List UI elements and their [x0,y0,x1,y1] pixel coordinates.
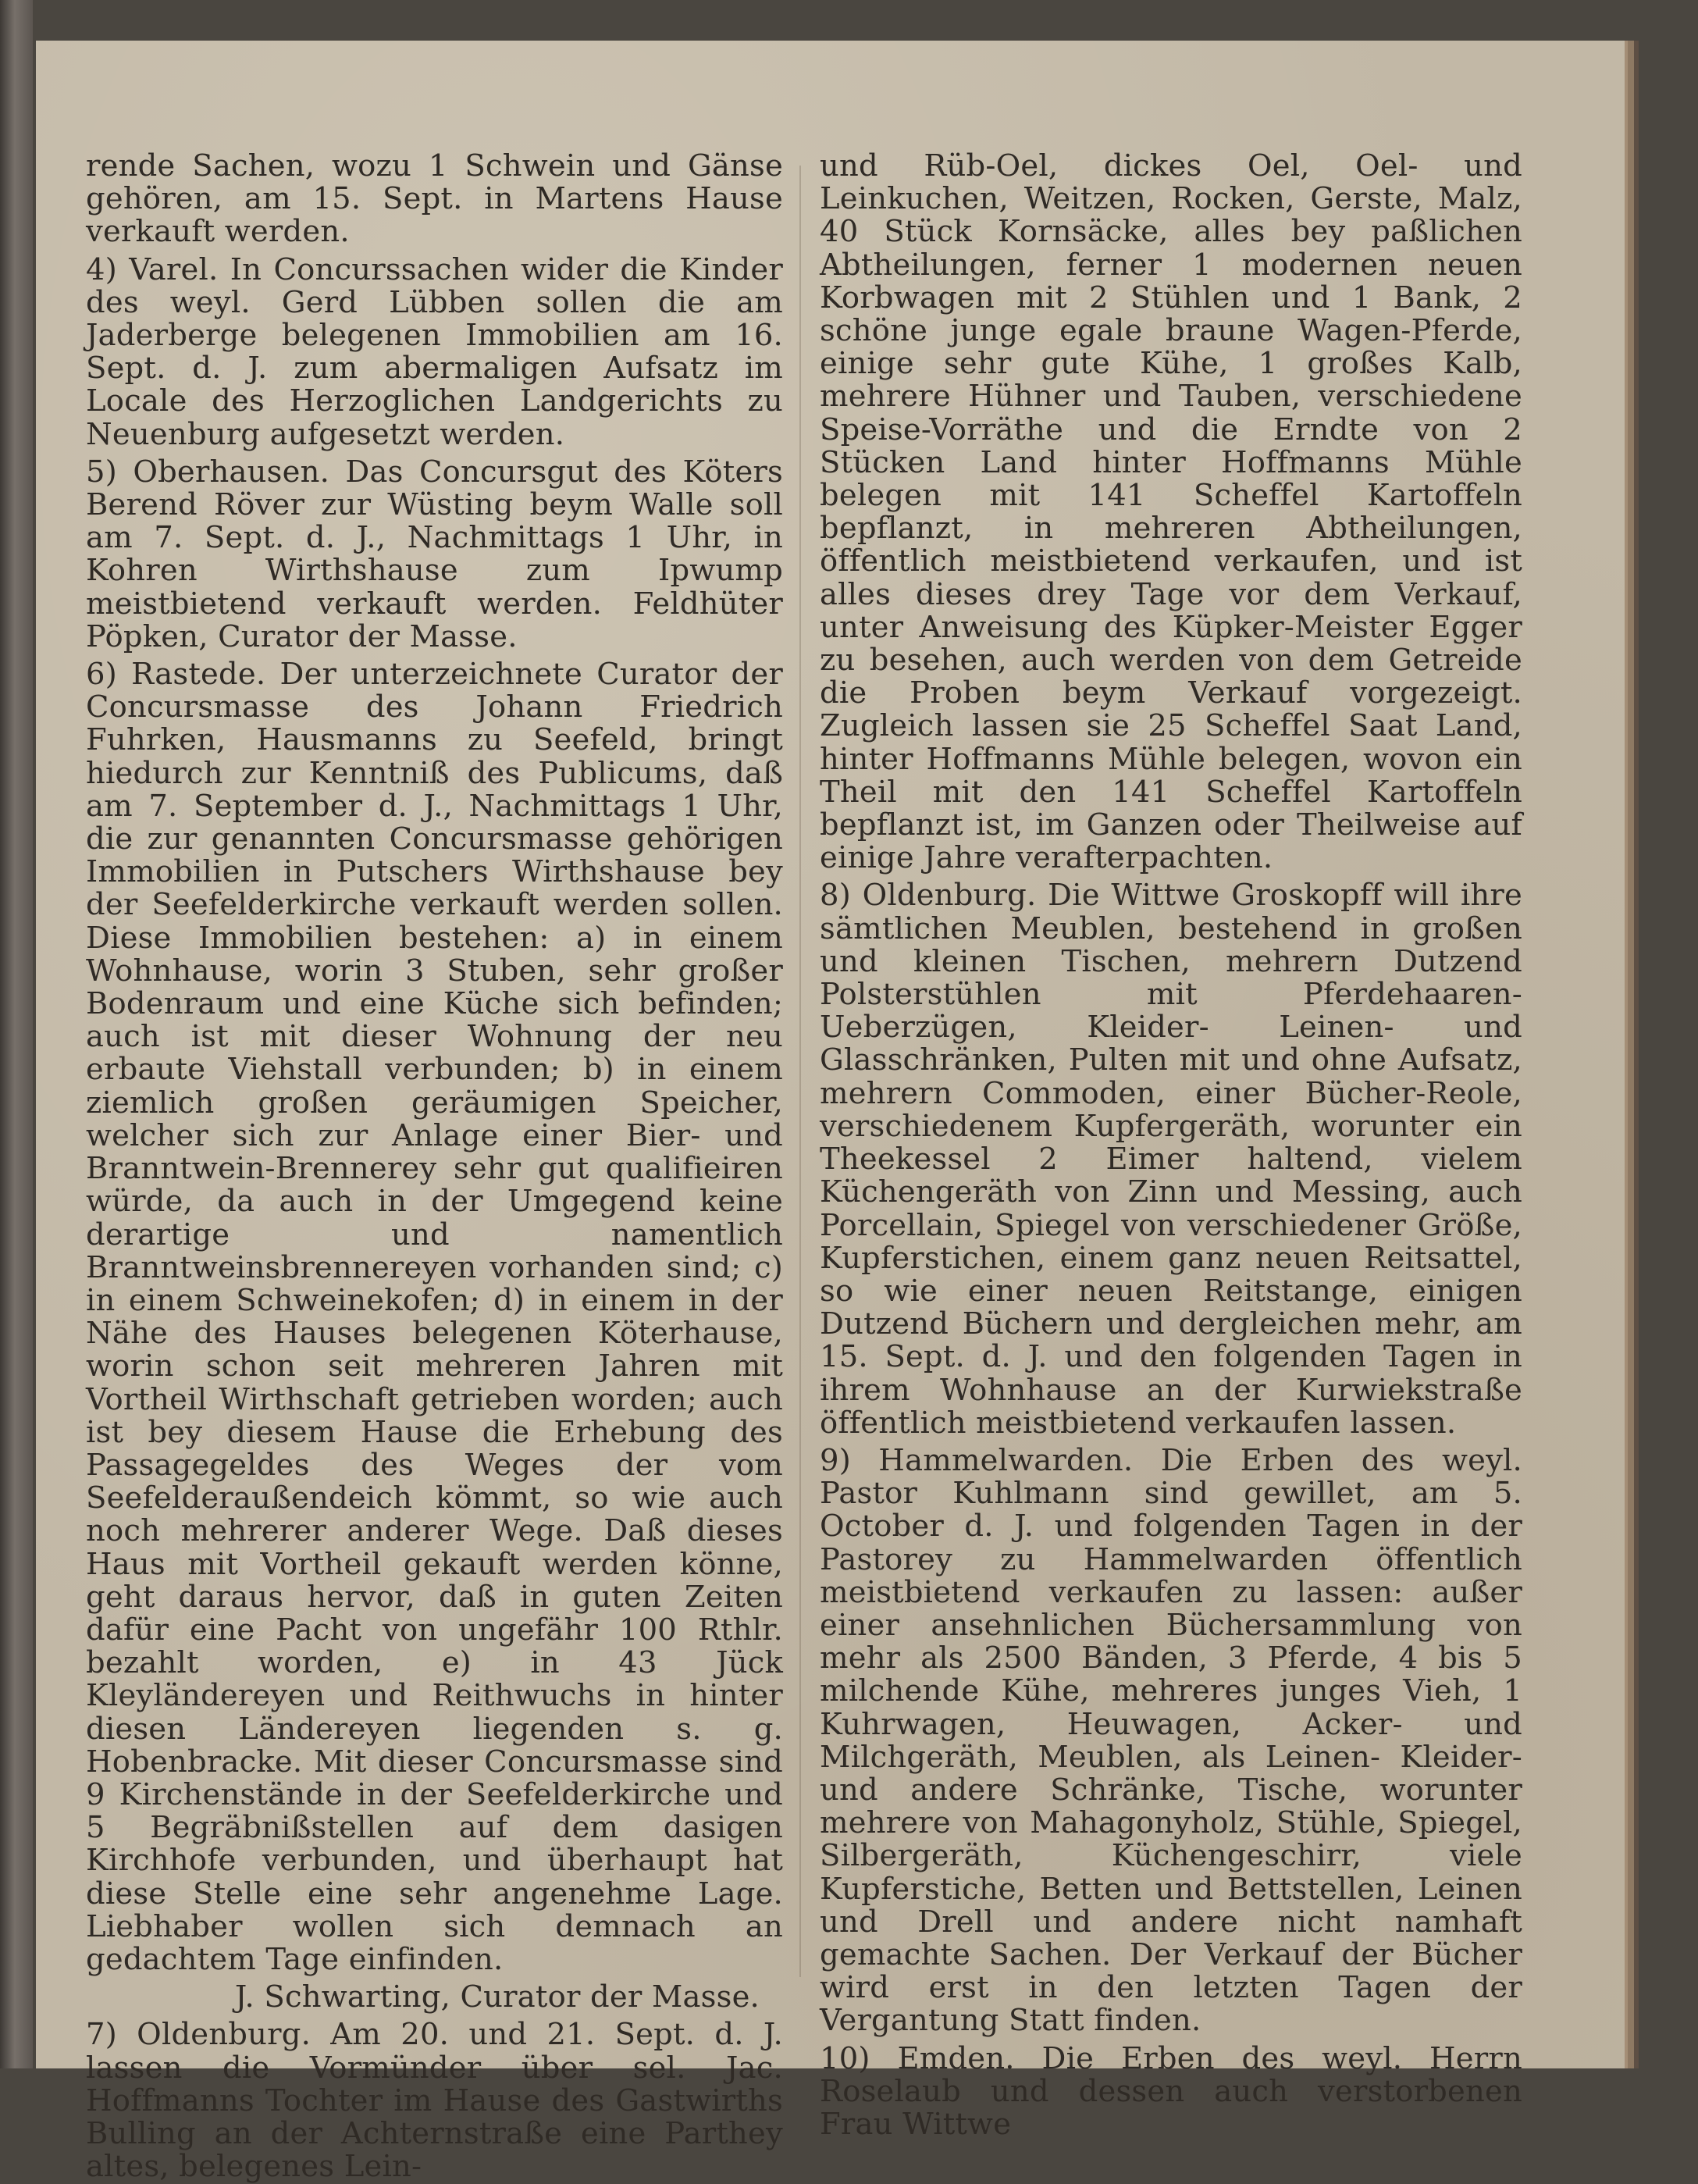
signature-line: J. Schwarting, Curator der Masse. [234,1979,760,2015]
paragraph: 10) Emden. Die Erben des weyl. Herrn Roselaub und dessen auch verstorbenen Frau Wittwe [820,2040,1522,2142]
paragraph: und Rüb-Oel, dickes Oel, Oel- und Leinkuchen, Weitzen, Rocken, Gerste, Malz, 40 Stück Kornsäcke, alles bey paßlichen Abtheilungen, ferner 1 modernen neuen Korbwagen mit 2 Stühlen und 1 Bank, 2 schöne junge egale braune Wagen-Pferde, einige sehr gute Kühe, 1 großes Kalb, mehrere Hühner und Tauben, verschiedene Speise-Vorräthe und die Erndte von 2 Stücken Land hinter Hoffmanns Mühle belegen mit 141 Scheffel Kartoffeln bepflanzt, in mehreren Abtheilungen, öffentlich meistbietend verkaufen, und ist alles dieses drey Tage vor dem Verkauf, unter Anweisung des Küpker-Meister Egger zu besehen, auch werden von dem Getreide die Proben beym Verkauf vorgezeigt. Zugleich lassen sie 25 Scheffel Saat Land, hinter Hoffmanns Mühle belegen, wovon ein Theil mit den 141 Scheffel Kartoffeln bepflanzt ist, im Ganzen oder Theilweise auf einige Jahre verafterpachten. [820,148,1522,876]
paragraph: rende Sachen, wozu 1 Schwein und Gänse gehören, am 15. Sept. in Martens Hause verkauft werden. [86,148,783,250]
document-page [36,41,1628,2184]
paragraph: 9) Hammelwarden. Die Erben des weyl. Pastor Kuhlmann sind gewillet, am 5. October d. J. und folgenden Tagen in der Pastorey zu Hammelwarden öffentlich meistbietend verkaufen zu lassen: außer einer ansehnlichen Büchersammlung von mehr als 2500 Bänden, 3 Pferde, 4 bis 5 milchende Kühe, mehreres junges Vieh, 1 Kuhrwagen, Heuwagen, Acker- und Milchgeräth, Meublen, als Leinen- Kleider- und andere Schränke, Tische, worunter mehrere von Mahagonyholz, Stühle, Spiegel, Silbergeräth, Küchengeschirr, viele Kupferstiche, Betten und Bettstellen, Leinen und Drell und andere nicht namhaft gemachte Sachen. Der Verkauf der Bücher wird erst in den letzten Tagen der Vergantung Statt finden. [820,1442,1522,2039]
paragraph: 5) Oberhausen. Das Concursgut des Köters Berend Röver zur Wüsting beym Walle soll am 7. Sept. d. J., Nachmittags 1 Uhr, in Kohren Wirthshause zum Ipwump meistbietend verkauft werden. Feldhüter Pöpken, Curator der Masse. [86,454,783,654]
paragraph: 4) Varel. In Concurssachen wider die Kinder des weyl. Gerd Lübben sollen die am Jaderberge belegenen Immobilien am 16. Sept. d. J. zum abermaligen Aufsatz im Locale des Herzoglichen Landgerichts zu Neuenburg aufgesetzt werden. [86,251,783,452]
paragraph: 8) Oldenburg. Die Wittwe Groskopff will ihre sämtlichen Meublen, bestehend in großen und kleinen Tischen, mehrern Dutzend Polsterstühlen mit Pferdehaaren-Ueberzügen, Kleider- Leinen- und Glasschränken, Pulten mit und ohne Aufsatz, mehrern Commoden, einer Bücher-Reole, verschiedenem Kupfergeräth, worunter ein Theekessel 2 Eimer haltend, vielem Küchengeräth von Zinn und Messing, auch Porcellain, Spiegel von verschiedener Größe, Kupferstichen, einem ganz neuen Reitsattel, so wie einer neuen Reitstange, einigen Dutzend Büchern und dergleichen mehr, am 15. Sept. d. J. und den folgenden Tagen in ihrem Wohnhause an der Kurwiekstraße öffentlich meistbietend verkaufen lassen. [820,878,1522,1441]
paragraph: 7) Oldenburg. Am 20. und 21. Sept. d. J. lassen die Vormünder über sel. Jac. Hoffmanns Tochter im Hause des Gastwirths Bulling an der Achternstraße eine Parthey altes, belegenes Lein- [86,2017,783,2184]
paragraph: 6) Rastede. Der unterzeichnete Curator der Concursmasse des Johann Friedrich Fuhrken, Hausmanns zu Seefeld, bringt hiedurch zur Kenntniß des Publicums, daß am 7. September d. J., Nachmittags 1 Uhr, die zur genannten Concursmasse gehörigen Immobilien in Putschers Wirthshause bey der Seefelderkirche verkauft werden sollen. Diese Immobilien bestehen: a) in einem Wohnhause, worin 3 Stuben, sehr großer Bodenraum und eine Küche sich befinden; auch ist mit dieser Wohnung der neu erbaute Viehstall verbunden; b) in einem ziemlich großen geräumigen Speicher, welcher sich zur Anlage einer Bier- und Branntwein-Brennerey sehr gut qualifieiren würde, da auch in der Umgegend keine derartige und namentlich Branntweinsbrennereyen vorhanden sind; c) in einem Schweinekofen; d) in einem in der Nähe des Hauses belegenen Köterhause, worin schon seit mehreren Jahren mit Vortheil Wirthschaft getrieben worden; auch ist bey diesem Hause die Erhebung des Passagegeldes des Weges der vom Seefelderaußendeich kömmt, so wie auch noch mehrerer anderer Wege. Daß dieses Haus mit Vortheil gekauft werden könne, geht daraus hervor, daß in guten Zeiten dafür eine Pacht von ungefähr 100 Rthlr. bezahlt worden, e) in 43 Jück Kleyländereyen und Reithwuchs in hinter diesen Ländereyen liegenden s. g. Hobenbracke. Mit dieser Concursmasse sind 9 Kirchenstände in der Seefelderkirche und 5 Begräbnißstellen auf dem dasigen Kirchhofe verbunden, und überhaupt hat diese Stelle eine sehr angenehme Lage. Liebhaber wollen sich demnach an gedachtem Tage einfinden. [86,657,783,1977]
book-spine [0,0,33,2068]
column-divider [799,166,801,1977]
left-column [86,148,783,2184]
right-column [820,148,1522,2142]
